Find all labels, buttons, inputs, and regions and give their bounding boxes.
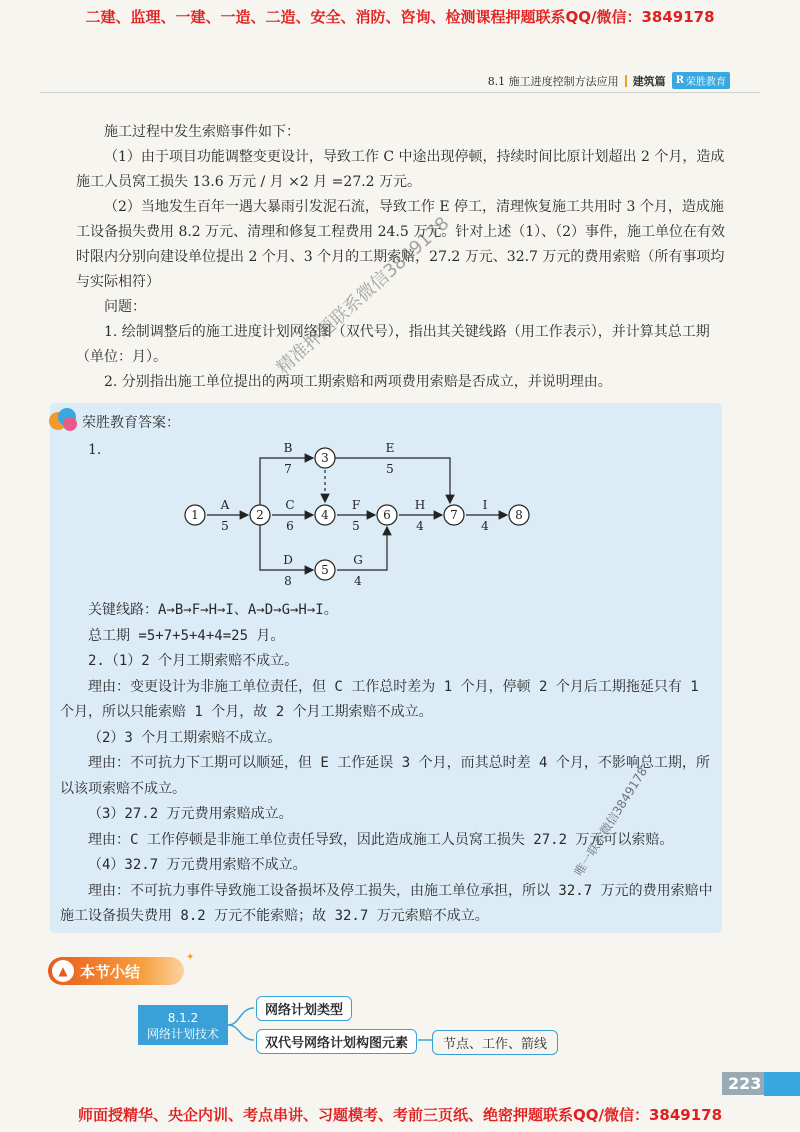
answer-2-2-reason: 理由：不可抗力下工期可以顺延，但 E 工作延误 3 个月，而其总时差 4 个月，不影响总工期，所以该项索赔不成立。 [60, 755, 710, 797]
critical-path: 关键线路：A→B→F→H→I、A→D→G→H→I。 [88, 602, 338, 618]
activity-duration: 7 [284, 462, 292, 476]
question-2: 2. 分别指出施工单位提出的两项工期索赔和两项费用索赔是否成立，并说明理由。 [104, 374, 612, 390]
node-label: 1 [191, 508, 199, 522]
event-1: （1）由于项目功能调整变更设计，导致工作 C 中途出现停顿，持续时间比原计划超出 2 个月，造成施工人员窝工损失 13.6 万元 / 月 ×2 月 =27.2 万元。 [76, 149, 725, 190]
mindmap-leaf: 节点、工作、箭线 [432, 1030, 558, 1055]
sail-icon: ▲ [52, 960, 74, 982]
answer-2-2: （2）3 个月工期索赔不成立。 [88, 729, 282, 746]
answer-text [60, 598, 720, 930]
intro: 施工过程中发生索赔事件如下： [104, 124, 300, 140]
question-1: 1. 绘制调整后的施工进度计划网络图（双代号），指出其关键线路（用工作表示），并计算其总工期（单位：月）。 [76, 324, 710, 365]
node-label: 4 [321, 508, 329, 522]
activity-name: B [283, 441, 293, 455]
activity-duration: 8 [284, 574, 292, 588]
sparkle-icon: ✦ [186, 952, 195, 963]
running-head [488, 72, 730, 89]
answer-2-3: （3）27.2 万元费用索赔成立。 [88, 806, 293, 822]
node-label: 6 [383, 508, 391, 522]
activity-name: I [482, 498, 488, 512]
answer-2-4: （4）32.7 万元费用索赔不成立。 [88, 857, 307, 873]
mindmap-node-types: 网络计划类型 [256, 996, 352, 1021]
activity-duration: 4 [354, 574, 362, 588]
brand-logo [672, 72, 730, 89]
promo-banner-top: 二建、监理、一建、一造、二造、安全、消防、咨询、检测课程押题联系QQ/微信：3849178 [85, 8, 715, 26]
watermark-2: 唯一联系微信3849178 [571, 764, 651, 879]
node-label: 7 [450, 508, 458, 522]
divider [625, 75, 627, 87]
answer-2-4-reason: 理由：不可抗力事件导致施工设备损坏及停工损失，由施工单位承担，所以 32.7 万元的费用索赔中施工设备损失费用 8.2 万元不能索赔；故 32.7 万元索赔不成立。 [60, 882, 713, 924]
network-diagram [180, 430, 540, 590]
watermark-1: 精准押题联系微信3849178 [272, 212, 454, 379]
root-label: 网络计划技术 [146, 1027, 219, 1041]
promo-banner-bottom: 师面授精华、央企内训、考点串讲、习题模考、考前三页纸、绝密押题联系QQ/微信：3849178 [77, 1106, 723, 1124]
activity-name: D [283, 553, 293, 567]
page-tab [764, 1072, 800, 1096]
answer-title: 荣胜教育答案： [82, 415, 180, 431]
mindmap-node-elements: 双代号网络计划构图元素 [256, 1029, 417, 1054]
mindmap-root [138, 1005, 228, 1045]
summary-title: 本节小结 [80, 962, 141, 981]
activity-duration: 5 [221, 519, 229, 533]
activity-name: E [385, 441, 395, 455]
answer-1-label: 1. [88, 442, 102, 458]
cloud-icon [46, 406, 80, 434]
activity-duration: 5 [386, 462, 394, 476]
activity-duration: 5 [352, 519, 360, 533]
node-label: 2 [256, 508, 264, 522]
node-label: 5 [321, 563, 329, 577]
activity-name: F [351, 498, 361, 512]
node-label: 3 [321, 451, 329, 465]
node-label: 8 [515, 508, 523, 522]
activity-duration: 4 [416, 519, 424, 533]
total-duration: 总工期 =5+7+5+4+4=25 月。 [88, 627, 285, 644]
activity-duration: 4 [481, 519, 489, 533]
answer-2-1: 2.（1）2 个月工期索赔不成立。 [88, 653, 299, 669]
answer-2-1-reason: 理由：变更设计为非施工单位责任，但 C 工作总时差为 1 个月，停顿 2 个月后工期拖延只有 1 个月，所以只能索赔 1 个月，故 2 个月工期索赔不成立。 [60, 678, 699, 720]
book-label: 建筑篇 [632, 74, 666, 88]
section-title: 8.1 施工进度控制方法应用 [487, 74, 619, 88]
questions-heading: 问题： [104, 299, 146, 315]
activity-name: H [414, 498, 426, 512]
activity-name: G [353, 553, 363, 567]
event-2: （2）当地发生百年一遇大暴雨引发泥石流，导致工作 E 停工，清理恢复施工共用时 3 个月，造成施工设备损失费用 8.2 万元、清理和修复工程费用 24.5 万元。针对上述（1）、（2）事件，施工单位在有效时限内分别向建设单位提出 2 个月、3 个月的工期索赔，27.2 万元、32.7 万元的费用索赔（所有事项均与实际相符） [76, 199, 726, 290]
answer-2-3-reason: 理由：C 工作停顿是非施工单位责任导致，因此造成施工人员窝工损失 27.2 万元可以索赔。 [88, 831, 674, 848]
activity-name: A [220, 498, 230, 512]
brand-name: 荣胜教育 [686, 77, 726, 88]
section-summary-badge [48, 957, 184, 985]
root-code: 8.1.2 [167, 1011, 199, 1025]
page-number: 223 [722, 1072, 767, 1095]
brand-mark-icon: R [675, 75, 684, 86]
activity-name: C [285, 498, 295, 512]
activity-duration: 6 [286, 519, 294, 533]
header-rule [40, 92, 760, 93]
